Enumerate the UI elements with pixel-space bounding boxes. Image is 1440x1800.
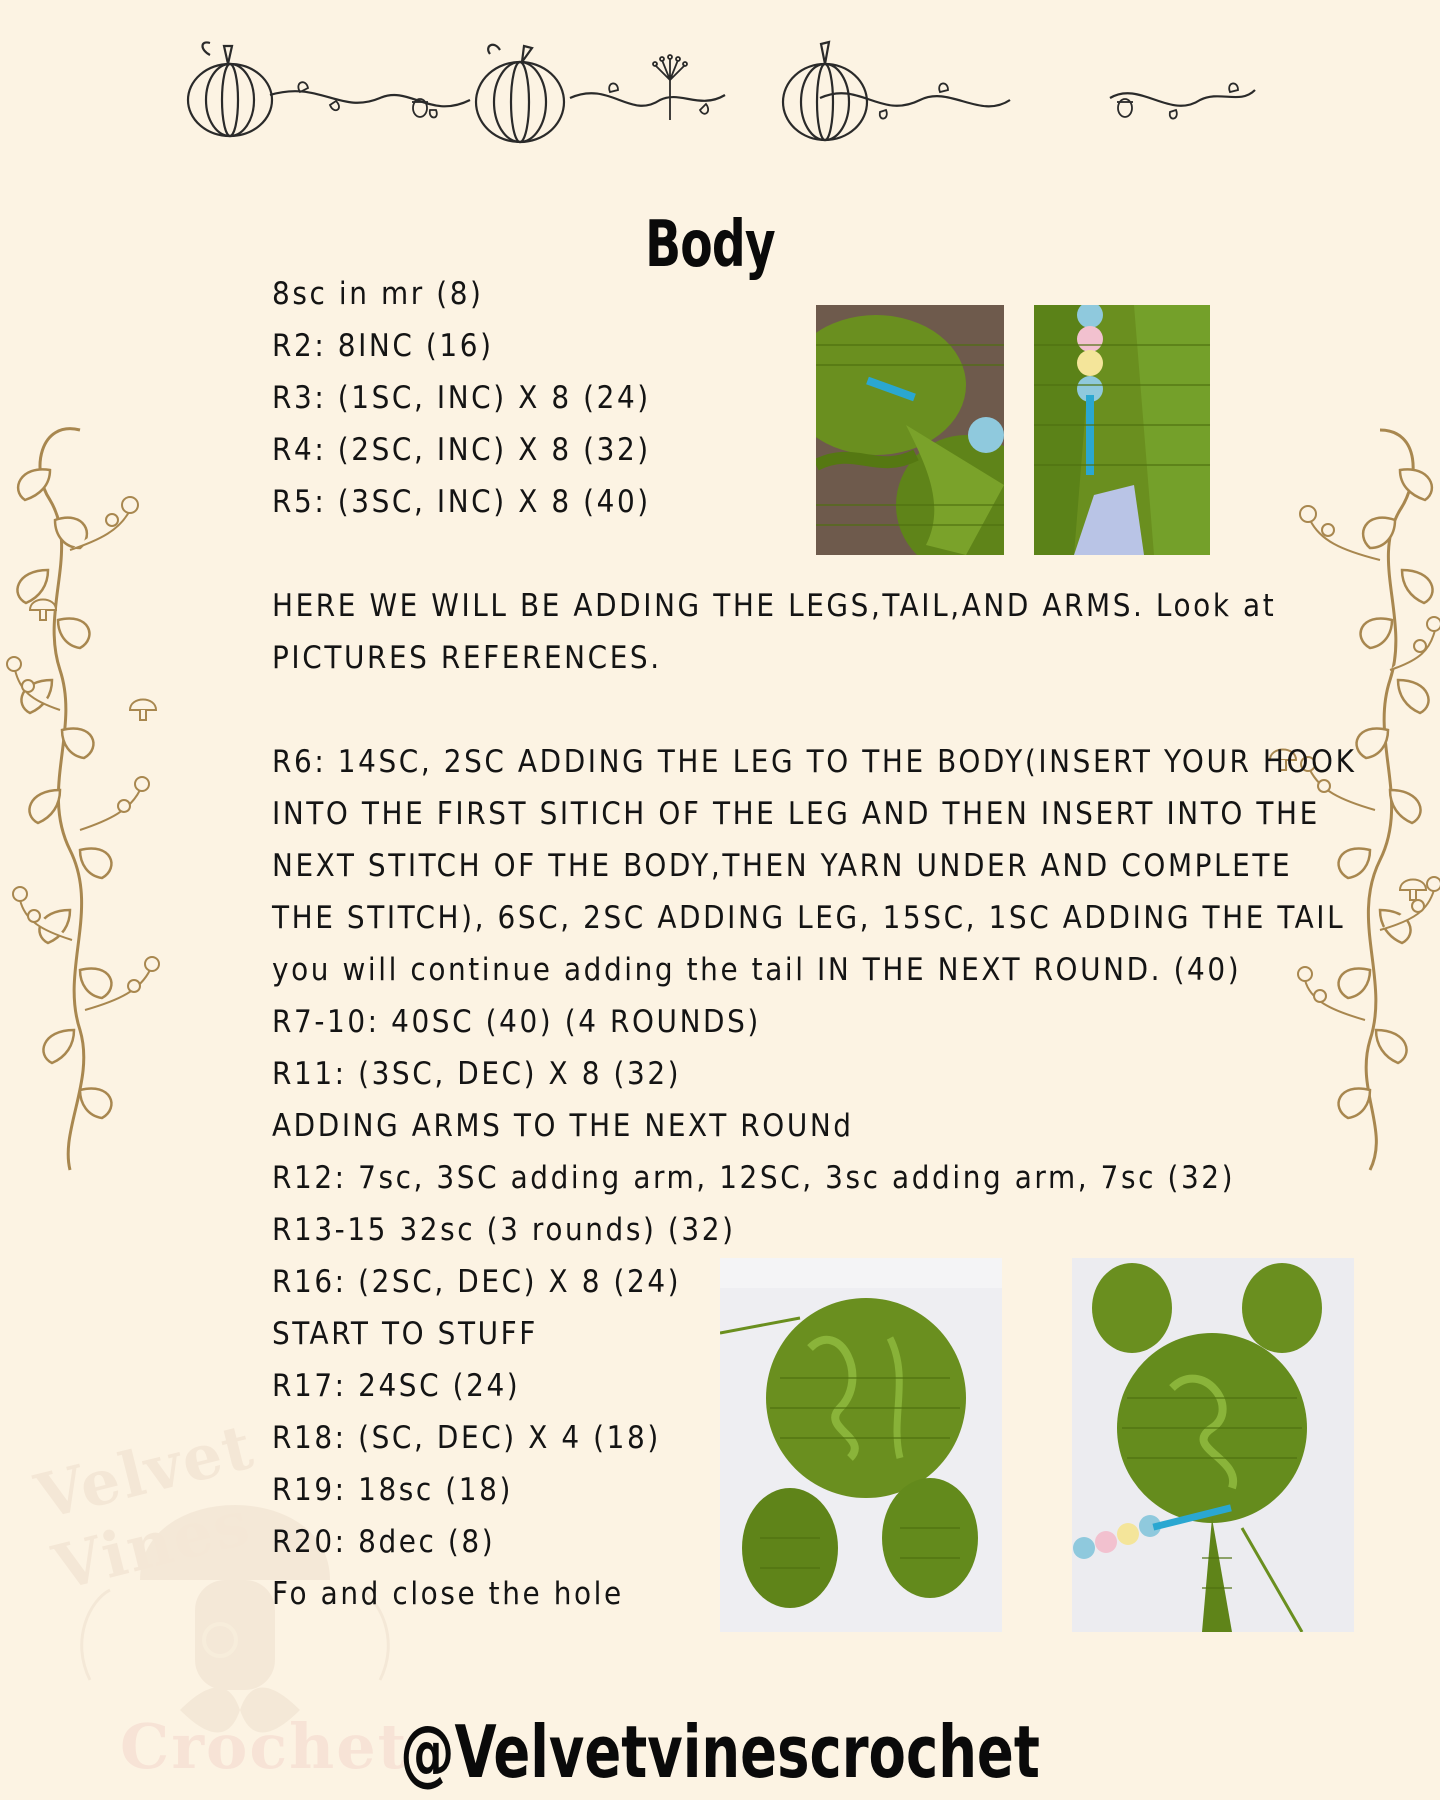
pattern-line: R19: 18sc (18) [272,1472,513,1508]
pattern-line: R4: (2SC, INC) X 8 (32) [272,432,651,468]
pattern-line: START TO STUFF [272,1316,538,1352]
photo-green-piece-with-hook-1 [816,305,1004,555]
photo-body-with-arms-and-tail [1072,1258,1354,1632]
pattern-line: you will continue adding the tail IN THE NEXT ROUND. (40) [272,952,1242,988]
section-title: Body [645,208,775,282]
pattern-line: NEXT STITCH OF THE BODY,THEN YARN UNDER AND COMPLETE [272,848,1293,884]
pattern-line: THE STITCH), 6SC, 2SC ADDING LEG, 15SC, 1SC ADDING THE TAIL [272,900,1346,936]
pattern-line: HERE WE WILL BE ADDING THE LEGS,TAIL,AND ARMS. Look at [272,588,1277,624]
pattern-line: R11: (3SC, DEC) X 8 (32) [272,1056,682,1092]
photo-green-piece-with-beads-2 [1034,305,1210,555]
pattern-line: R3: (1SC, INC) X 8 (24) [272,380,651,416]
pattern-line: R13-15 32sc (3 rounds) (32) [272,1212,736,1248]
pattern-line: Fo and close the hole [272,1576,624,1612]
pattern-line: ADDING ARMS TO THE NEXT ROUNd [272,1108,854,1144]
pattern-line: R17: 24SC (24) [272,1368,521,1404]
photo-body-with-legs [720,1258,1002,1632]
pattern-line: R18: (SC, DEC) X 4 (18) [272,1420,661,1456]
social-handle: @Velvetvinescrochet [400,1710,1040,1794]
pattern-line: INTO THE FIRST SITICH OF THE LEG AND THEN INSERT INTO THE [272,796,1320,832]
pattern-line: R16: (2SC, DEC) X 8 (24) [272,1264,682,1300]
pattern-line: PICTURES REFERENCES. [272,640,662,676]
pattern-line: 8sc in mr (8) [272,276,484,312]
pattern-line: R5: (3SC, INC) X 8 (40) [272,484,651,520]
left-vine-decoration [0,410,200,1180]
pattern-line: R7-10: 40SC (40) (4 ROUNDS) [272,1004,761,1040]
pattern-line: R20: 8dec (8) [272,1524,496,1560]
pattern-line: R2: 8INC (16) [272,328,494,364]
pumpkin-garland-decoration [180,20,1260,150]
watermark-top-text: Velvet Vines [28,1409,262,1605]
pattern-line: R12: 7sc, 3SC adding arm, 12SC, 3sc adding arm, 7sc (32) [272,1160,1236,1196]
watermark-bottom-text: Crochet [120,1710,409,1783]
pattern-line: R6: 14SC, 2SC ADDING THE LEG TO THE BODY(INSERT YOUR HOOK [272,744,1357,780]
